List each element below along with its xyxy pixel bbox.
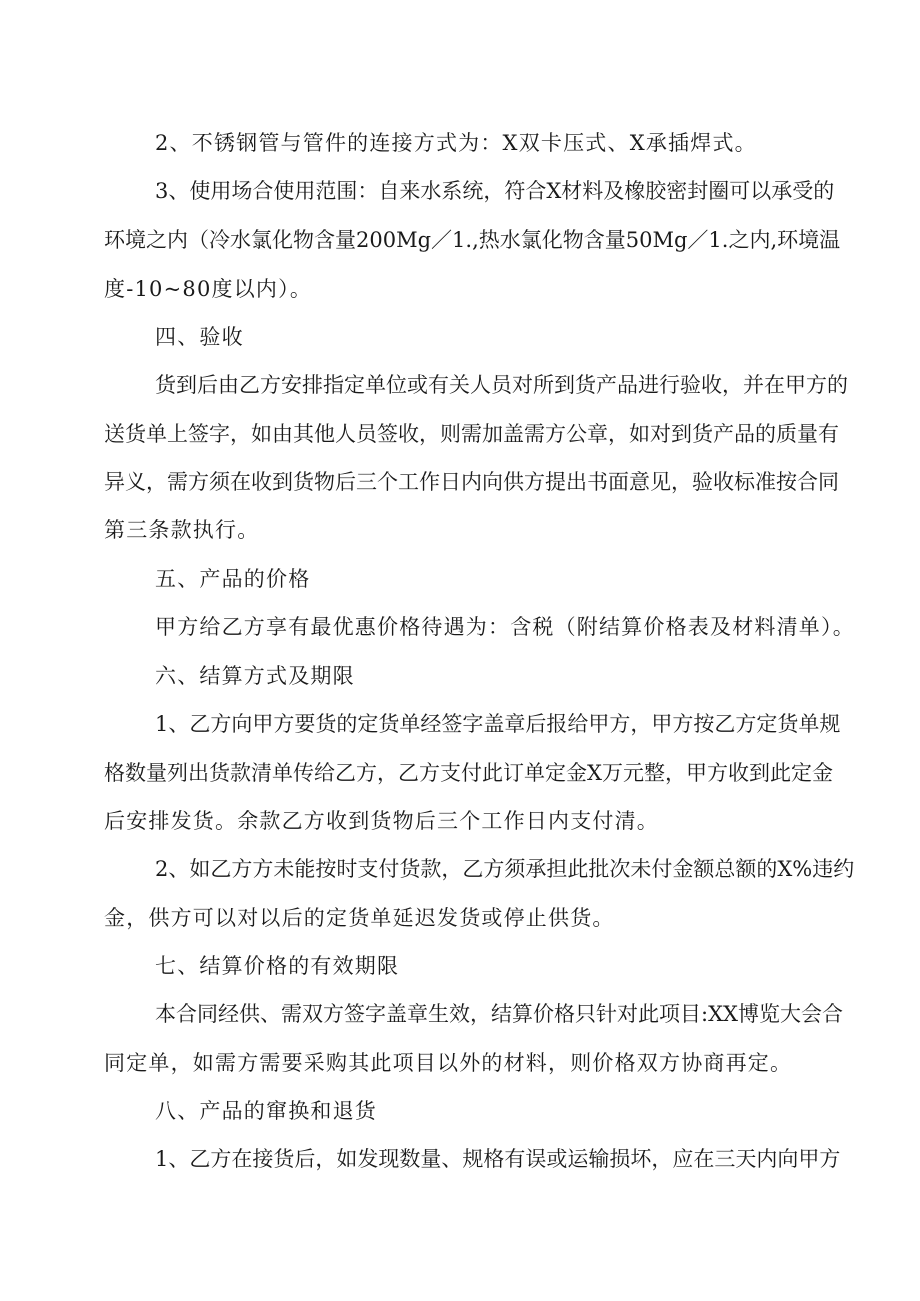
paragraph-line: 1、乙方在接货后，如发现数量、规格有误或运输损坏，应在三天内向甲方 <box>155 1147 841 1171</box>
paragraph-line: 后安排发货。余款乙方收到货物后三个工作日内支付清。 <box>104 809 659 833</box>
section-heading: 五、产品的价格 <box>155 567 311 591</box>
paragraph-line: 第三条款执行。 <box>104 518 260 542</box>
paragraph-line: 2、不锈钢管与管件的连接方式为：X双卡压式、X承插焊式。 <box>155 131 757 155</box>
paragraph-line: 格数量列出货款清单传给乙方，乙方支付此订单定金X万元整，甲方收到此定金 <box>104 761 833 785</box>
paragraph-line: 送货单上签字，如由其他人员签收，则需加盖需方公章，如对到货产品的质量有 <box>104 422 839 446</box>
section-heading: 六、结算方式及期限 <box>155 664 355 688</box>
paragraph-line: 甲方给乙方享有最优惠价格待遇为：含税（附结算价格表及材料清单）。 <box>155 615 855 639</box>
paragraph-line: 货到后由乙方安排指定单位或有关人员对所到货产品进行验收，并在甲方的 <box>155 373 848 397</box>
paragraph-line: 同定单，如需方需要采购其此项目以外的材料，则价格双方协商再定。 <box>104 1051 793 1075</box>
section-heading: 七、结算价格的有效期限 <box>155 954 400 978</box>
paragraph-line: 2、如乙方方未能按时支付货款，乙方须承担此批次未付金额总额的X%违约 <box>155 857 855 881</box>
paragraph-line: 异义，需方须在收到货物后三个工作日内向供方提出书面意见，验收标准按合同 <box>104 470 839 494</box>
paragraph-line: 金，供方可以对以后的定货单延迟发货或停止供货。 <box>104 906 615 930</box>
paragraph-line: 度-10~80度以内）。 <box>104 277 313 301</box>
section-heading: 四、验收 <box>155 325 244 349</box>
paragraph-line: 环境之内（冷水氯化物含量200Mg／1.,热水氯化物含量50Mg／1.之内,环境温 <box>104 228 841 252</box>
paragraph-line: 1、乙方向甲方要货的定货单经签字盖章后报给甲方，甲方按乙方定货单规 <box>155 712 841 736</box>
paragraph-line: 本合同经供、需双方签字盖章生效，结算价格只针对此项目:XX博览大会合 <box>155 1002 843 1026</box>
paragraph-line: 3、使用场合使用范围：自来水系统，符合X材料及橡胶密封圈可以承受的 <box>155 179 835 203</box>
section-heading: 八、产品的窜换和退货 <box>155 1099 377 1123</box>
